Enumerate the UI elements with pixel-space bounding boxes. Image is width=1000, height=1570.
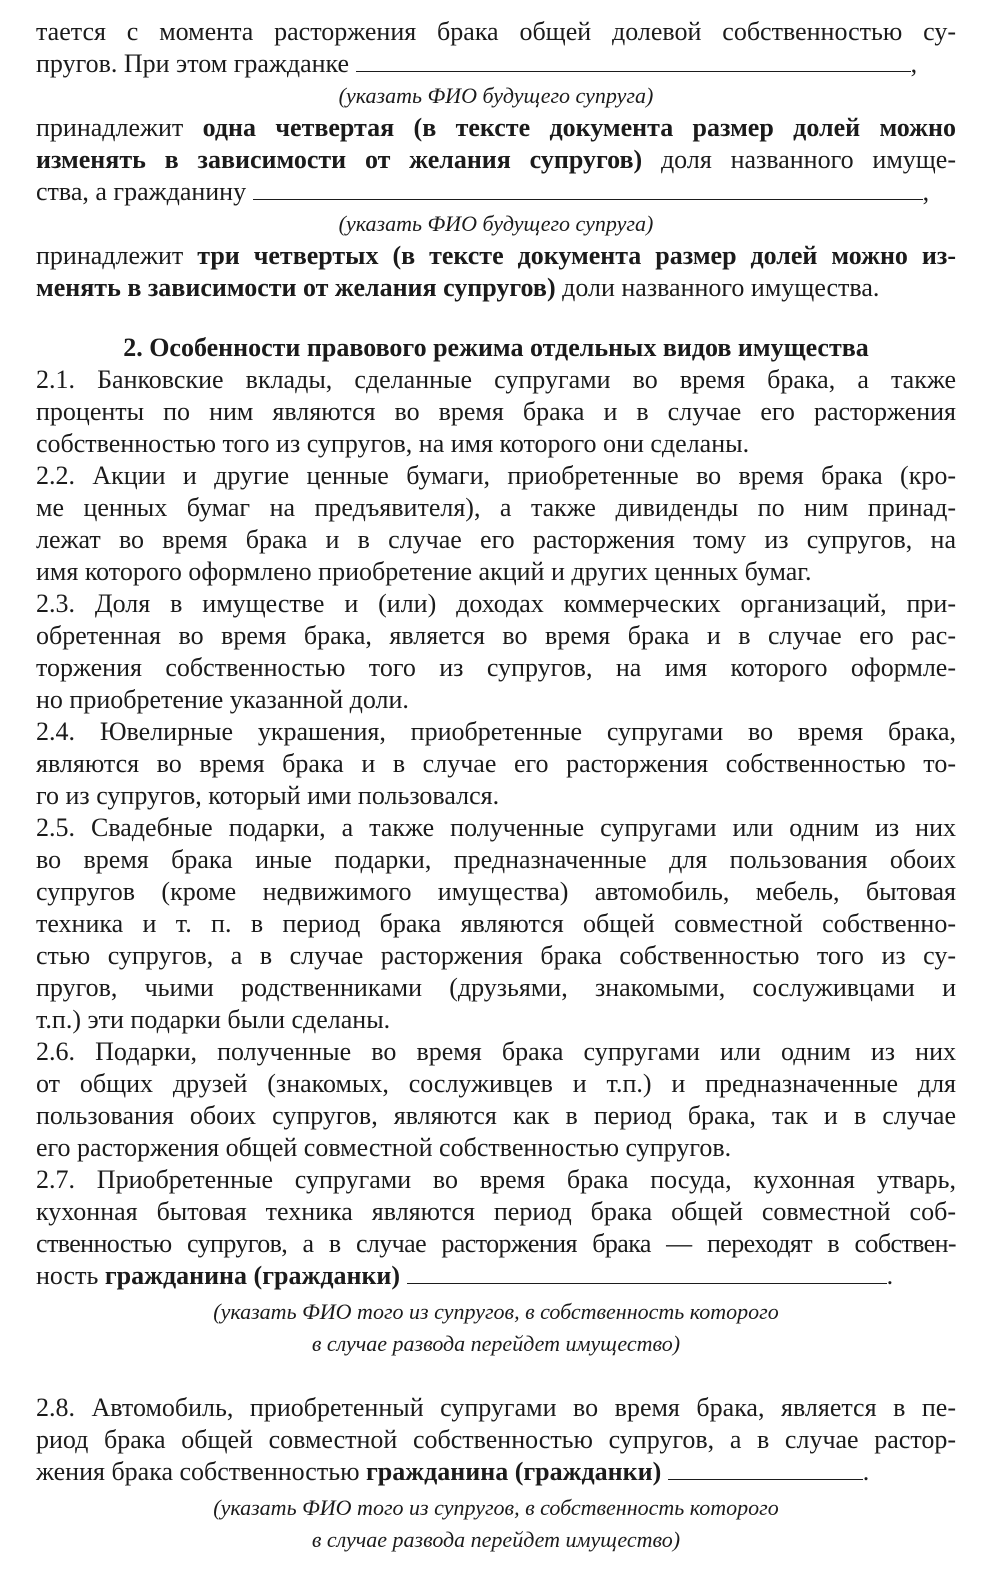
bold-fragment: гражданина (гражданки) [104,1261,401,1290]
text-line: собственностью того из супругов, на имя которого они сделаны. [36,429,750,458]
text-line [36,144,956,176]
text-line: го из супругов, который ими пользовался. [36,781,500,810]
text-line: обретенная во время брака, является во время брака и в случае его рас- [36,621,956,650]
text-line: проценты по ним являются во время брака и в случае его расторжения [36,397,956,426]
text-fragment: принадлежит [36,241,184,270]
text-line: стью супругов, а в случае расторжения брака собственностью того из су- [36,941,956,970]
instruction-note: (указать ФИО того из супругов, в собственность которого [213,1495,779,1520]
text-fragment: жения брака собственностью [36,1457,360,1486]
text-line-with-blank [36,48,956,80]
text-line: ственностью супругов, а в случае расторжения брака — переходят в собствен- [36,1229,956,1258]
text-line-with-blank [36,1456,956,1488]
text-line-with-blank [36,176,956,208]
text-line: 2.7. Приобретенные супругами во время брака посуда, кухонная утварь, [36,1165,956,1194]
instruction-note: (указать ФИО будущего супруга) [338,211,654,236]
text-line: 2.1. Банковские вклады, сделанные супругами во время брака, а также [36,365,956,394]
text-line: 2.3. Доля в имуществе и (или) доходах коммерческих организаций, при- [36,589,956,618]
text-line: 2.5. Свадебные подарки, а также полученные супругами или одним из них [36,813,956,842]
text-line [36,240,956,272]
text-line: но приобретение указанной доли. [36,685,409,714]
fill-in-blank [253,179,923,200]
text-line: являются во время брака и в случае его расторжения собственностью то- [36,749,956,778]
text-line: пругов, чьими родственниками (друзьями, знакомыми, сослуживцами и [36,973,956,1002]
section-heading: 2. Особенности правового режима отдельных видов имущества [123,333,869,362]
text-line: риод брака общей совместной собственностью супругов, а в случае растор- [36,1425,956,1454]
text-line: супругов (кроме недвижимого имущества) автомобиль, мебель, бытовая [36,877,956,906]
text-line: 2.8. Автомобиль, приобретенный супругами во время брака, является в пе- [36,1393,956,1422]
text-line: от общих друзей (знакомых, сослуживцев и т.п.) и предназначенные для [36,1069,956,1098]
instruction-note: (указать ФИО будущего супруга) [338,83,654,108]
text-fragment: пругов. При этом гражданке [36,49,350,78]
text-line: тается с момента расторжения брака общей долевой собственностью су- [36,17,956,46]
text-line [36,272,956,304]
bold-fragment: три четвертых (в тексте документа размер долей можно из- [197,241,956,270]
text-line: во время брака иные подарки, предназначенные для пользования обоих [36,845,956,874]
text-fragment: принадлежит [36,113,184,142]
bold-fragment: изменять в зависимости от желания супругов) [36,145,643,174]
text-line: 2.6. Подарки, полученные во время брака супругами или одним из них [36,1037,956,1066]
text-fragment: . [862,1457,870,1486]
text-fragment: доля названного имуще- [660,145,956,174]
text-fragment: доли названного имущества. [562,273,880,302]
instruction-note: (указать ФИО того из супругов, в собственность которого [213,1299,779,1324]
text-fragment: ность [36,1261,99,1290]
text-line: его расторжения общей совместной собственностью супругов. [36,1133,732,1162]
instruction-note: в случае развода перейдет имущество) [311,1527,681,1552]
instruction-note: в случае развода перейдет имущество) [311,1331,681,1356]
text-line-with-blank [36,1260,956,1292]
text-fragment: . [886,1261,894,1290]
text-fragment: , [922,177,930,206]
bold-fragment: одна четвертая (в тексте документа размер долей можно [202,113,956,142]
text-line: т.п.) эти подарки были сделаны. [36,1005,391,1034]
bold-fragment: менять в зависимости от желания супругов) [36,273,556,302]
text-line: 2.2. Акции и другие ценные бумаги, приобретенные во время брака (кро- [36,461,956,490]
text-line: техника и т. п. в период брака являются общей совместной собственно- [36,909,956,938]
bold-fragment: гражданина (гражданки) [366,1457,662,1486]
text-line: ме ценных бумаг на предъявителя), а также дивиденды по ним принад- [36,493,956,522]
fill-in-blank [407,1263,887,1284]
text-line: 2.4. Ювелирные украшения, приобретенные супругами во время брака, [36,717,956,746]
text-line: лежат во время брака и в случае его расторжения тому из супругов, на [36,525,956,554]
fill-in-blank [668,1459,863,1480]
text-line: торжения собственностью того из супругов, на имя которого оформле- [36,653,956,682]
text-line: пользования обоих супругов, являются как в период брака, так и в случае [36,1101,956,1130]
fill-in-blank [356,51,911,72]
text-fragment: , [910,49,918,78]
text-line: кухонная бытовая техника являются период брака общей совместной соб- [36,1197,956,1226]
text-fragment: ства, а гражданину [36,177,247,206]
text-line: имя которого оформлено приобретение акций и других ценных бумаг. [36,557,812,586]
text-line [36,112,956,144]
